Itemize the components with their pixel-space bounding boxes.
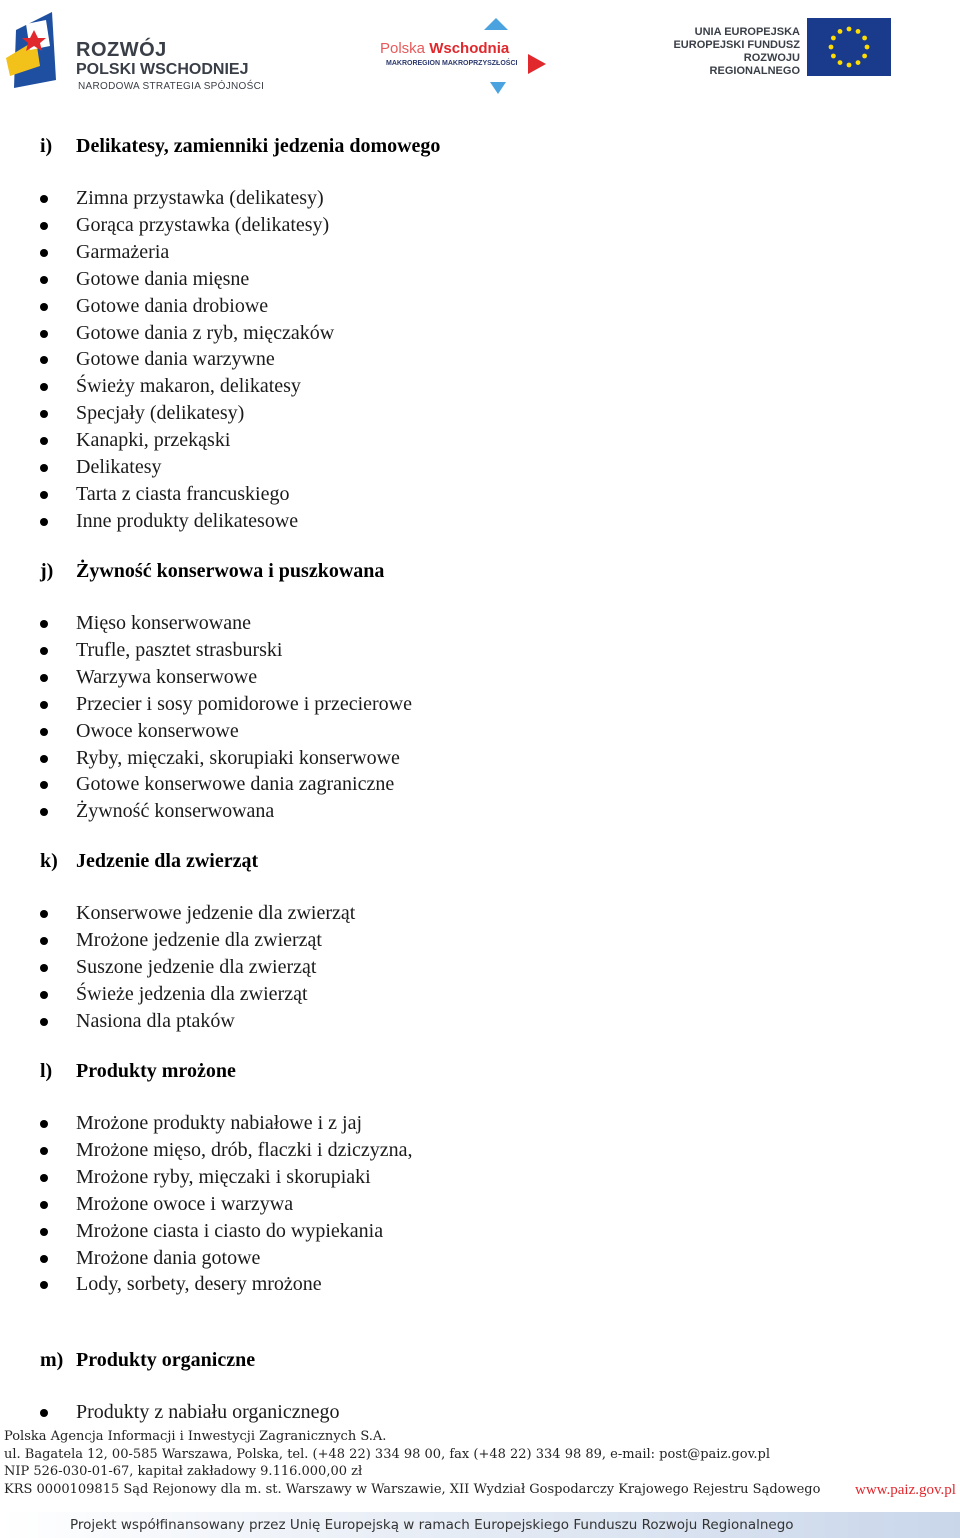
list-item-text: Suszone jedzenie dla zwierząt bbox=[76, 955, 317, 978]
list-item-text: Specjały (delikatesy) bbox=[76, 402, 245, 425]
bullet-icon bbox=[40, 674, 48, 682]
list-item-text: Gotowe dania mięsne bbox=[76, 267, 250, 290]
list-item-text: Kanapki, przekąski bbox=[76, 429, 231, 452]
bullet-icon bbox=[40, 755, 48, 763]
bullet-icon bbox=[40, 701, 48, 709]
bullet-icon bbox=[40, 1255, 48, 1263]
footer-funding-text: Projekt współfinansowany przez Unię Europejską w ramach Europejskiego Funduszu Rozwoju Regionalnego bbox=[70, 1517, 794, 1533]
list-item-text: Mrożone produkty nabiałowe i z jaj bbox=[76, 1112, 363, 1134]
list-item-text: Świeże jedzenia dla zwierząt bbox=[76, 982, 308, 1005]
footer-line3: NIP 526-030-01-67, kapitał zakładowy 9.116.000,00 zł bbox=[4, 1464, 363, 1479]
bullet-icon bbox=[40, 303, 48, 311]
section-marker: j) bbox=[40, 560, 54, 582]
list-item-text: Gorąca przystawka (delikatesy) bbox=[76, 213, 330, 236]
list-item-text: Owoce konserwowe bbox=[76, 719, 239, 742]
list-item-text: Gotowe dania warzywne bbox=[76, 348, 275, 371]
bullet-icon bbox=[40, 1174, 48, 1182]
bullet-icon bbox=[40, 781, 48, 789]
eu-star-icon bbox=[865, 45, 870, 50]
footer-funding-bar bbox=[0, 1512, 960, 1538]
list-item-text: Mrożone owoce i warzywa bbox=[76, 1192, 294, 1215]
bullet-icon bbox=[40, 910, 48, 918]
bullet-icon bbox=[40, 356, 48, 364]
section-title: Produkty organiczne bbox=[76, 1349, 256, 1371]
section-marker: l) bbox=[40, 1060, 53, 1082]
bullet-icon bbox=[40, 276, 48, 284]
section-marker: i) bbox=[40, 135, 53, 157]
list-item-text: Mrożone jedzenie dla zwierząt bbox=[76, 928, 322, 951]
bullet-icon bbox=[40, 808, 48, 816]
list-item-text: Ryby, mięczaki, skorupiaki konserwowe bbox=[76, 746, 400, 769]
polska-wschodnia-title: Polska Wschodnia bbox=[380, 40, 510, 57]
bullet-icon bbox=[40, 491, 48, 499]
bullet-icon bbox=[40, 1018, 48, 1026]
list-item-text: Inne produkty delikatesowe bbox=[76, 509, 299, 532]
bullet-icon bbox=[40, 410, 48, 418]
section-marker: k) bbox=[40, 850, 58, 872]
bullet-icon bbox=[40, 964, 48, 972]
list-item-text: Mrożone mięso, drób, flaczki i dziczyzna, bbox=[76, 1138, 413, 1161]
list-item-text: Mrożone dania gotowe bbox=[76, 1246, 261, 1269]
footer-line1: Polska Agencja Informacji i Inwestycji Zagranicznych S.A. bbox=[4, 1429, 387, 1444]
list-item-text: Żywność konserwowana bbox=[76, 800, 275, 823]
eu-star-icon bbox=[862, 36, 867, 41]
footer-company-info bbox=[4, 1428, 954, 1498]
bullet-icon bbox=[40, 647, 48, 655]
eu-star-icon bbox=[856, 60, 861, 65]
list-item-text: Warzywa konserwowe bbox=[76, 665, 258, 688]
list-item-text: Gotowe dania drobiowe bbox=[76, 294, 269, 317]
bullet-icon bbox=[40, 1228, 48, 1236]
eu-star-icon bbox=[856, 29, 861, 34]
eu-star-icon bbox=[847, 27, 852, 32]
bullet-icon bbox=[40, 728, 48, 736]
bullet-icon bbox=[40, 937, 48, 945]
list-item-text: Lody, sorbety, desery mrożone bbox=[76, 1273, 322, 1296]
list-item-text: Mrożone ryby, mięczaki i skorupiaki bbox=[76, 1165, 371, 1188]
section-title: Żywność konserwowa i puszkowana bbox=[76, 560, 385, 582]
section-title: Produkty mrożone bbox=[76, 1060, 236, 1082]
eu-text: UNIA EUROPEJSKA EUROPEJSKI FUNDUSZ ROZWOJU REGIONALNEGO bbox=[673, 26, 800, 77]
unia-europejska-logo bbox=[655, 18, 895, 78]
eu-star-icon bbox=[838, 29, 843, 34]
rpw-line1: ROZWÓJ bbox=[76, 39, 167, 61]
list-item-text: Delikatesy bbox=[76, 456, 162, 478]
footer-line2: ul. Bagatela 12, 00-585 Warszawa, Polska, tel. (+48 22) 334 98 00, fax (+48 22) 334 98 89, e-mail: post@paiz.gov.pl bbox=[4, 1446, 770, 1462]
list-item-text: Gotowe konserwowe dania zagraniczne bbox=[76, 773, 395, 796]
rpw-line3: NARODOWA STRATEGIA SPÓJNOŚCI bbox=[78, 81, 265, 92]
bullet-icon bbox=[40, 518, 48, 526]
footer-line4: KRS 0000109815 Sąd Rejonowy dla m. st. Warszawy w Warszawie, XII Wydział Gospodarczy Krajowego Rejestru Sądowego bbox=[4, 1481, 821, 1497]
eu-star-icon bbox=[862, 54, 867, 59]
rpw-emblem-icon bbox=[6, 10, 72, 90]
polska-wschodnia-arrow-icon bbox=[378, 16, 553, 98]
list-item-text: Mrożone ciasta i ciasto do wypiekania bbox=[76, 1219, 384, 1242]
bullet-icon bbox=[40, 1281, 48, 1289]
list-item-text: Tarta z ciasta francuskiego bbox=[76, 482, 290, 505]
footer-website-link[interactable]: www.paiz.gov.pl bbox=[855, 1482, 956, 1498]
list-item-text: Mięso konserwowane bbox=[76, 612, 251, 634]
rpw-line2: POLSKI WSCHODNIEJ bbox=[76, 61, 249, 78]
bullet-icon bbox=[40, 383, 48, 391]
list-item-text: Produkty z nabiału organicznego bbox=[76, 1401, 340, 1423]
bullet-icon bbox=[40, 991, 48, 999]
bullet-icon bbox=[40, 620, 48, 628]
bullet-icon bbox=[40, 1409, 48, 1417]
polska-wschodnia-subtitle: MAKROREGION MAKROPRZYSZŁOŚCI bbox=[386, 60, 518, 67]
list-item-text: Trufle, pasztet strasburski bbox=[76, 638, 283, 661]
bullet-icon bbox=[40, 195, 48, 203]
list-item-text: Nasiona dla ptaków bbox=[76, 1009, 235, 1032]
eu-star-icon bbox=[831, 54, 836, 59]
eu-star-icon bbox=[838, 60, 843, 65]
eu-star-icon bbox=[847, 63, 852, 68]
bullet-icon bbox=[40, 1201, 48, 1209]
section-title: Jedzenie dla zwierząt bbox=[76, 850, 259, 872]
page-header bbox=[0, 0, 960, 100]
bullet-icon bbox=[40, 249, 48, 257]
list-item-text: Konserwowe jedzenie dla zwierząt bbox=[76, 902, 356, 924]
bullet-icon bbox=[40, 464, 48, 472]
bullet-icon bbox=[40, 1147, 48, 1155]
bullet-icon bbox=[40, 437, 48, 445]
eu-star-icon bbox=[829, 45, 834, 50]
section-marker: m) bbox=[40, 1349, 64, 1371]
section-title: Delikatesy, zamienniki jedzenia domowego bbox=[76, 135, 441, 157]
bullet-icon bbox=[40, 1120, 48, 1128]
bullet-icon bbox=[40, 222, 48, 230]
list-item-text: Zimna przystawka (delikatesy) bbox=[76, 187, 324, 209]
list-item-text: Świeży makaron, delikatesy bbox=[76, 375, 301, 398]
rozwoj-polski-wschodniej-logo bbox=[6, 10, 286, 90]
polska-wschodnia-logo bbox=[378, 16, 553, 98]
eu-star-icon bbox=[831, 36, 836, 41]
eu-flag-icon bbox=[807, 18, 891, 76]
bullet-icon bbox=[40, 330, 48, 338]
list-item-text: Garmażeria bbox=[76, 240, 170, 263]
list-item-text: Gotowe dania z ryb, mięczaków bbox=[76, 321, 335, 344]
list-item-text: Przecier i sosy pomidorowe i przecierowe bbox=[76, 692, 412, 715]
